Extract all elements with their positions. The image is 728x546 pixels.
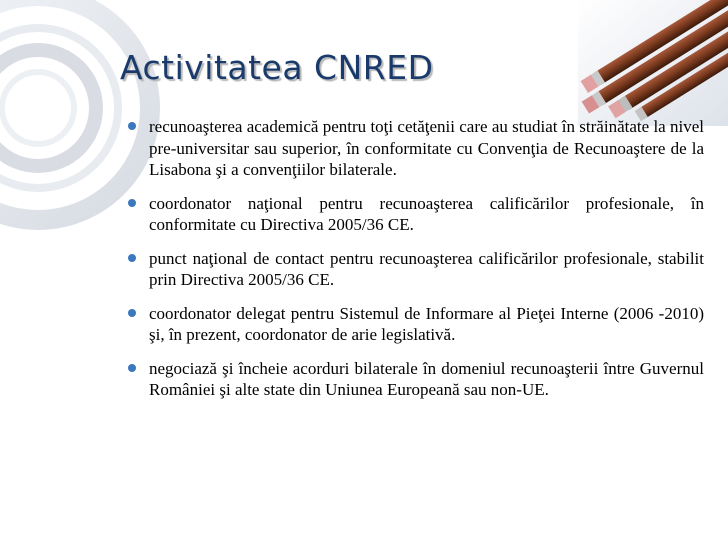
slide-title: Activitatea CNRED — [120, 48, 434, 87]
list-item-text: punct naţional de contact pentru recunoaşterea calificărilor profesionale, stabilit prin Directiva 2005/36 CE. — [149, 248, 704, 289]
list-item-text: negociază şi încheie acorduri bilaterale în domeniul recunoaşterii între Guvernul României şi alte state din Uniunea Europeană sau non-UE. — [149, 358, 704, 399]
bullet-icon — [128, 122, 136, 130]
bullet-icon — [128, 309, 136, 317]
bullet-icon — [128, 199, 136, 207]
list-item-text: coordonator naţional pentru recunoaşterea calificărilor profesionale, în conformitate cu Directiva 2005/36 CE. — [149, 193, 704, 234]
list-item-text: coordonator delegat pentru Sistemul de Informare al Pieţei Interne (2006 -2010) şi, în prezent, coordonator de arie legislativă. — [149, 303, 704, 344]
bullet-list — [124, 116, 704, 413]
bullet-icon — [128, 364, 136, 372]
bullet-icon — [128, 254, 136, 262]
list-item — [124, 303, 704, 346]
list-item-text: recunoaşterea academică pentru toţi cetăţenii care au studiat în străinătate la nivel pre-universitar sau superior, în conformitate cu Convenţia de Recunoaştere de la Lisabona şi a convenţiilor bilaterale. — [149, 117, 704, 179]
pencils-image — [578, 0, 728, 126]
list-item — [124, 193, 704, 236]
list-item — [124, 358, 704, 401]
list-item — [124, 116, 704, 181]
list-item — [124, 248, 704, 291]
